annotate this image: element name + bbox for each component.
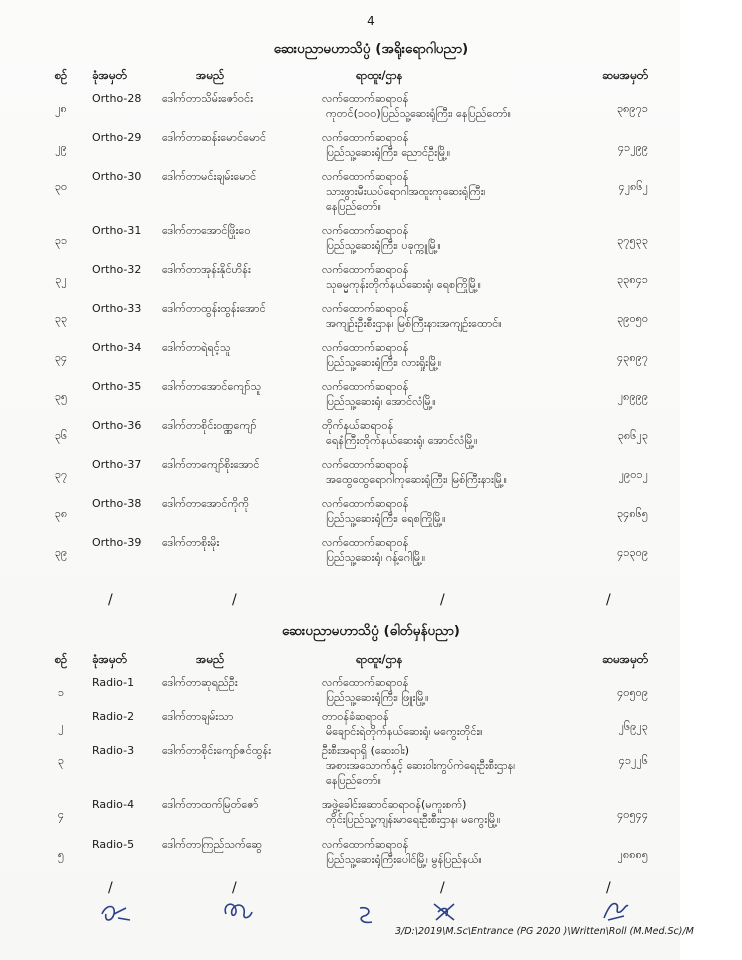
slash-mark: /: [440, 592, 445, 608]
seat-number: Ortho-29: [92, 131, 142, 144]
candidate-name: ဒေါက်တာချမ်းသာ: [162, 710, 234, 723]
signature-initial: [96, 900, 136, 926]
position-title: လက်ထောက်ဆရာဝန်: [322, 92, 409, 105]
roll-number: ၂၈၈၈၅: [617, 848, 648, 861]
row-number: ၃၁: [54, 234, 68, 247]
signature-initial: [352, 902, 382, 926]
row-number: ၁: [57, 686, 65, 699]
seat-number: Radio-5: [92, 838, 135, 851]
seat-number: Ortho-31: [92, 224, 142, 237]
department-line: ပြည်သူ့ဆေးရုံကြီး၊ ဖြူးမြို့။: [326, 691, 429, 704]
row-number: ၃၉: [54, 546, 68, 559]
candidate-name: ဒေါက်တာထွန်းထွန်းအောင်: [162, 302, 266, 315]
row-number: ၂: [58, 720, 64, 733]
slash-mark: /: [440, 880, 445, 896]
roll-number: ၄၃၈၉၇: [616, 351, 648, 364]
department-line: နေပြည်တော်။: [326, 774, 381, 787]
department-line: အစားအသောက်နှင့် ဆေးဝါးကွပ်ကဲရေးဦးစီးဌာန၊: [326, 759, 516, 772]
position-title: လက်ထောက်ဆရာဝန်: [322, 676, 409, 689]
row-number: ၃၂: [55, 273, 67, 286]
position-title: လက်ထောက်ဆရာဝန်: [322, 131, 409, 144]
signature-initial: [428, 898, 462, 926]
candidate-name: ဒေါက်တာစိုင်းကျော်ဇင်ထွန်း: [162, 744, 272, 757]
roll-number: ၃၈၆၂၃: [617, 429, 648, 442]
roll-number: ၃၈၉၇၁: [616, 102, 648, 115]
department-line: ပြည်သူ့ဆေးရုံကြီး၊ လားရှိုးမြို့။: [326, 356, 442, 369]
row-number: ၃၇: [54, 468, 68, 481]
signature-initial: [218, 896, 258, 924]
department-line: ပြည်သူ့ဆေးရုံကြီး၊ ညောင်ဦးမြို့။: [326, 146, 451, 159]
roll-number: ၃၃၈၄၁: [616, 273, 648, 286]
position-title: လက်ထောက်ဆရာဝန်: [322, 170, 409, 183]
department-line: ပြည်သူ့ဆေးရုံကြီး၊ ပခုက္ကူမြို့။: [326, 239, 441, 252]
slash-mark: /: [232, 592, 237, 608]
roll-number: ၄၀၅၀၉: [617, 686, 648, 699]
position-title: လက်ထောက်ဆရာဝန်: [322, 341, 409, 354]
seat-number: Ortho-38: [92, 497, 142, 510]
roll-number: ၂၉၀၁၂: [618, 468, 648, 481]
candidate-name: ဒေါက်တာဆုရည်ဦး: [162, 676, 238, 689]
candidate-name: ဒေါက်တာထက်မြတ်ဇော်: [162, 798, 259, 811]
header-code: ခုံအမှတ်: [92, 68, 127, 82]
department-line: ပြည်သူ့ဆေးရုံ၊ အောင်လံမြို့။: [326, 395, 436, 408]
seat-number: Radio-4: [92, 798, 135, 811]
slash-mark: /: [108, 880, 113, 896]
department-line: ရေနံကြီးတိုက်နယ်ဆေးရုံ၊ အောင်လံမြို့။: [326, 434, 478, 447]
row-number: ၂၉: [55, 141, 67, 154]
candidate-name: ဒေါက်တာအုန်းနိုင်ဟိန်း: [162, 263, 251, 276]
department-line: အထွေထွေရောဂါကုဆေးရုံကြီး၊ မြစ်ကြီးနားမြို့။: [326, 473, 507, 486]
candidate-name: ဒေါက်တာမင်းချမ်းမောင်: [162, 170, 257, 183]
position-title: လက်ထောက်ဆရာဝန်: [322, 497, 409, 510]
section-title: ဆေးပညာမဟာသိပ္ပံ (အရိုးရောဂါပညာ): [273, 41, 469, 57]
department-line: ပြည်သူ့ဆေးရုံ၊ ဂန့်ဂေါမြို့။: [326, 551, 426, 564]
candidate-name: ဒေါက်တာအောင်ကိုကို: [162, 497, 249, 510]
position-title: ဦးစီးအရာရှိ (ဆေးဝါး): [322, 744, 410, 757]
roll-number: ၄၁၂၂၆: [618, 754, 648, 767]
roll-number: ၄၂၈၆၂: [618, 180, 648, 193]
seat-number: Radio-2: [92, 710, 135, 723]
candidate-name: ဒေါက်တာကြည်သက်ဆွေ: [162, 838, 262, 851]
slash-mark: /: [108, 592, 113, 608]
seat-number: Ortho-33: [92, 302, 142, 315]
seat-number: Ortho-28: [92, 92, 142, 105]
header-roll: ဆမအမှတ်: [601, 652, 648, 666]
roll-number: ၄၁၂၉၉: [617, 141, 648, 154]
seat-number: Ortho-37: [92, 458, 142, 471]
seat-number: Radio-3: [92, 744, 135, 757]
roll-number: ၂၆၉၂၃: [618, 720, 648, 733]
seat-number: Radio-1: [92, 676, 135, 689]
roll-number: ၃၉၀၅၀: [617, 312, 648, 325]
row-number: ၃၅: [54, 390, 68, 403]
header-post: ရာထူး/ဌာန: [356, 652, 403, 666]
slash-mark: /: [232, 880, 237, 896]
header-name: အမည်: [196, 68, 225, 82]
section-title: ဆေးပညာမဟာသိပ္ပံ (ဓါတ်မှန်ပညာ): [282, 623, 460, 639]
row-number: ၃၈: [54, 507, 68, 520]
row-number: ၃၆: [54, 429, 68, 442]
seat-number: Ortho-35: [92, 380, 142, 393]
position-title: လက်ထောက်ဆရာဝန်: [322, 224, 409, 237]
department-line: မိချောင်းရဲတိုက်နယ်ဆေးရုံ၊ မကွေးတိုင်း။: [326, 725, 483, 738]
candidate-name: ဒေါက်တာဆန်းမောင်မောင်: [162, 131, 267, 144]
roll-number: ၄၁၃၀၉: [617, 546, 648, 559]
slash-mark: /: [606, 592, 611, 608]
row-number: ၂၈: [55, 102, 67, 115]
department-line: တိုင်းပြည်သူ့ကျန်းမာရေးဦးစီးဌာန၊ မကွေးမြို့။: [326, 813, 501, 826]
candidate-name: ဒေါက်တာအောင်ကျော်သူ: [162, 380, 262, 393]
department-line: ပြည်သူ့ဆေးရုံကြီးပေါင်မြို့၊ မွန်ပြည်နယ်။: [326, 853, 482, 866]
position-title: လက်ထောက်ဆရာဝန်: [322, 458, 409, 471]
signature-initial: [598, 896, 634, 926]
page-number: 4: [367, 14, 375, 28]
department-line: နေပြည်တော်။: [326, 200, 381, 213]
position-title: လက်ထောက်ဆရာဝန်: [322, 263, 409, 276]
header-name: အမည်: [196, 652, 225, 666]
department-line: သုဓမ္မကုန်းတိုက်နယ်ဆေးရုံ၊ ရေစကြိုမြို့။: [326, 278, 481, 291]
seat-number: Ortho-36: [92, 419, 142, 432]
seat-number: Ortho-39: [92, 536, 142, 549]
footer-file-path: 3/D:\2019\M.Sc\Entrance (PG 2020 )\Written\Roll (M.Med.Sc)/M: [395, 926, 694, 937]
roll-number: ၂၈၉၉၉: [617, 390, 648, 403]
position-title: အဖွဲ့ခေါင်းဆောင်ဆရာဝန်(မကူးစက်): [322, 798, 467, 811]
row-number: ၃၀: [54, 180, 68, 193]
header-no: စဉ်: [54, 652, 68, 666]
position-title: လက်ထောက်ဆရာဝန်: [322, 838, 409, 851]
candidate-name: ဒေါက်တာစိုင်းဝဏ္ဏကျော်: [162, 419, 257, 432]
department-line: အကျဉ်းဦးစီးဌာန၊ မြစ်ကြီးနားအကျဉ်းထောင်။: [326, 317, 502, 330]
row-number: ၃၄: [54, 351, 68, 364]
header-roll: ဆမအမှတ်: [601, 68, 648, 82]
roll-number: ၃၇၅၃၃: [617, 234, 648, 247]
row-number: ၃: [57, 754, 65, 767]
candidate-name: ဒေါက်တာကျော်စိုးအောင်: [162, 458, 260, 471]
position-title: လက်ထောက်ဆရာဝန်: [322, 380, 409, 393]
header-no: စဉ်: [54, 68, 68, 82]
roll-number: ၃၄၈၆၅: [616, 507, 648, 520]
row-number: ၅: [57, 848, 65, 861]
department-line: သားဖွားမီးယပ်ရောဂါအထူးကုဆေးရုံကြီး၊: [326, 185, 486, 198]
position-title: လက်ထောက်ဆရာဝန်: [322, 536, 409, 549]
department-line: ကုတင်(၁၀၀)ပြည်သူ့ဆေးရုံကြီး၊ နေပြည်တော်။: [326, 107, 511, 120]
position-title: လက်ထောက်ဆရာဝန်: [322, 302, 409, 315]
header-post: ရာထူး/ဌာန: [356, 68, 403, 82]
seat-number: Ortho-30: [92, 170, 142, 183]
slash-mark: /: [606, 880, 611, 896]
position-title: တာဝန်ခံဆရာဝန်: [322, 710, 389, 723]
candidate-name: ဒေါက်တာအောင်ဖြိုးဝေ: [162, 224, 251, 237]
roll-number: ၄၀၅၄၄: [617, 808, 648, 821]
candidate-name: ဒေါက်တာသိမ်းဇော်ဝင်း: [162, 92, 253, 105]
department-line: ပြည်သူ့ဆေးရုံကြီး၊ ရေစကြိုမြို့။: [326, 512, 446, 525]
candidate-name: ဒေါက်တာရဲရင့်သူ: [162, 341, 231, 354]
seat-number: Ortho-34: [92, 341, 142, 354]
page-margin: [680, 0, 742, 960]
row-number: ၄: [57, 808, 65, 821]
header-code: ခုံအမှတ်: [92, 652, 127, 666]
row-number: ၃၃: [54, 312, 68, 325]
seat-number: Ortho-32: [92, 263, 142, 276]
candidate-name: ဒေါက်တာစိုးမိုး: [162, 536, 220, 549]
position-title: တိုက်နယ်ဆရာဝန်: [322, 419, 394, 432]
